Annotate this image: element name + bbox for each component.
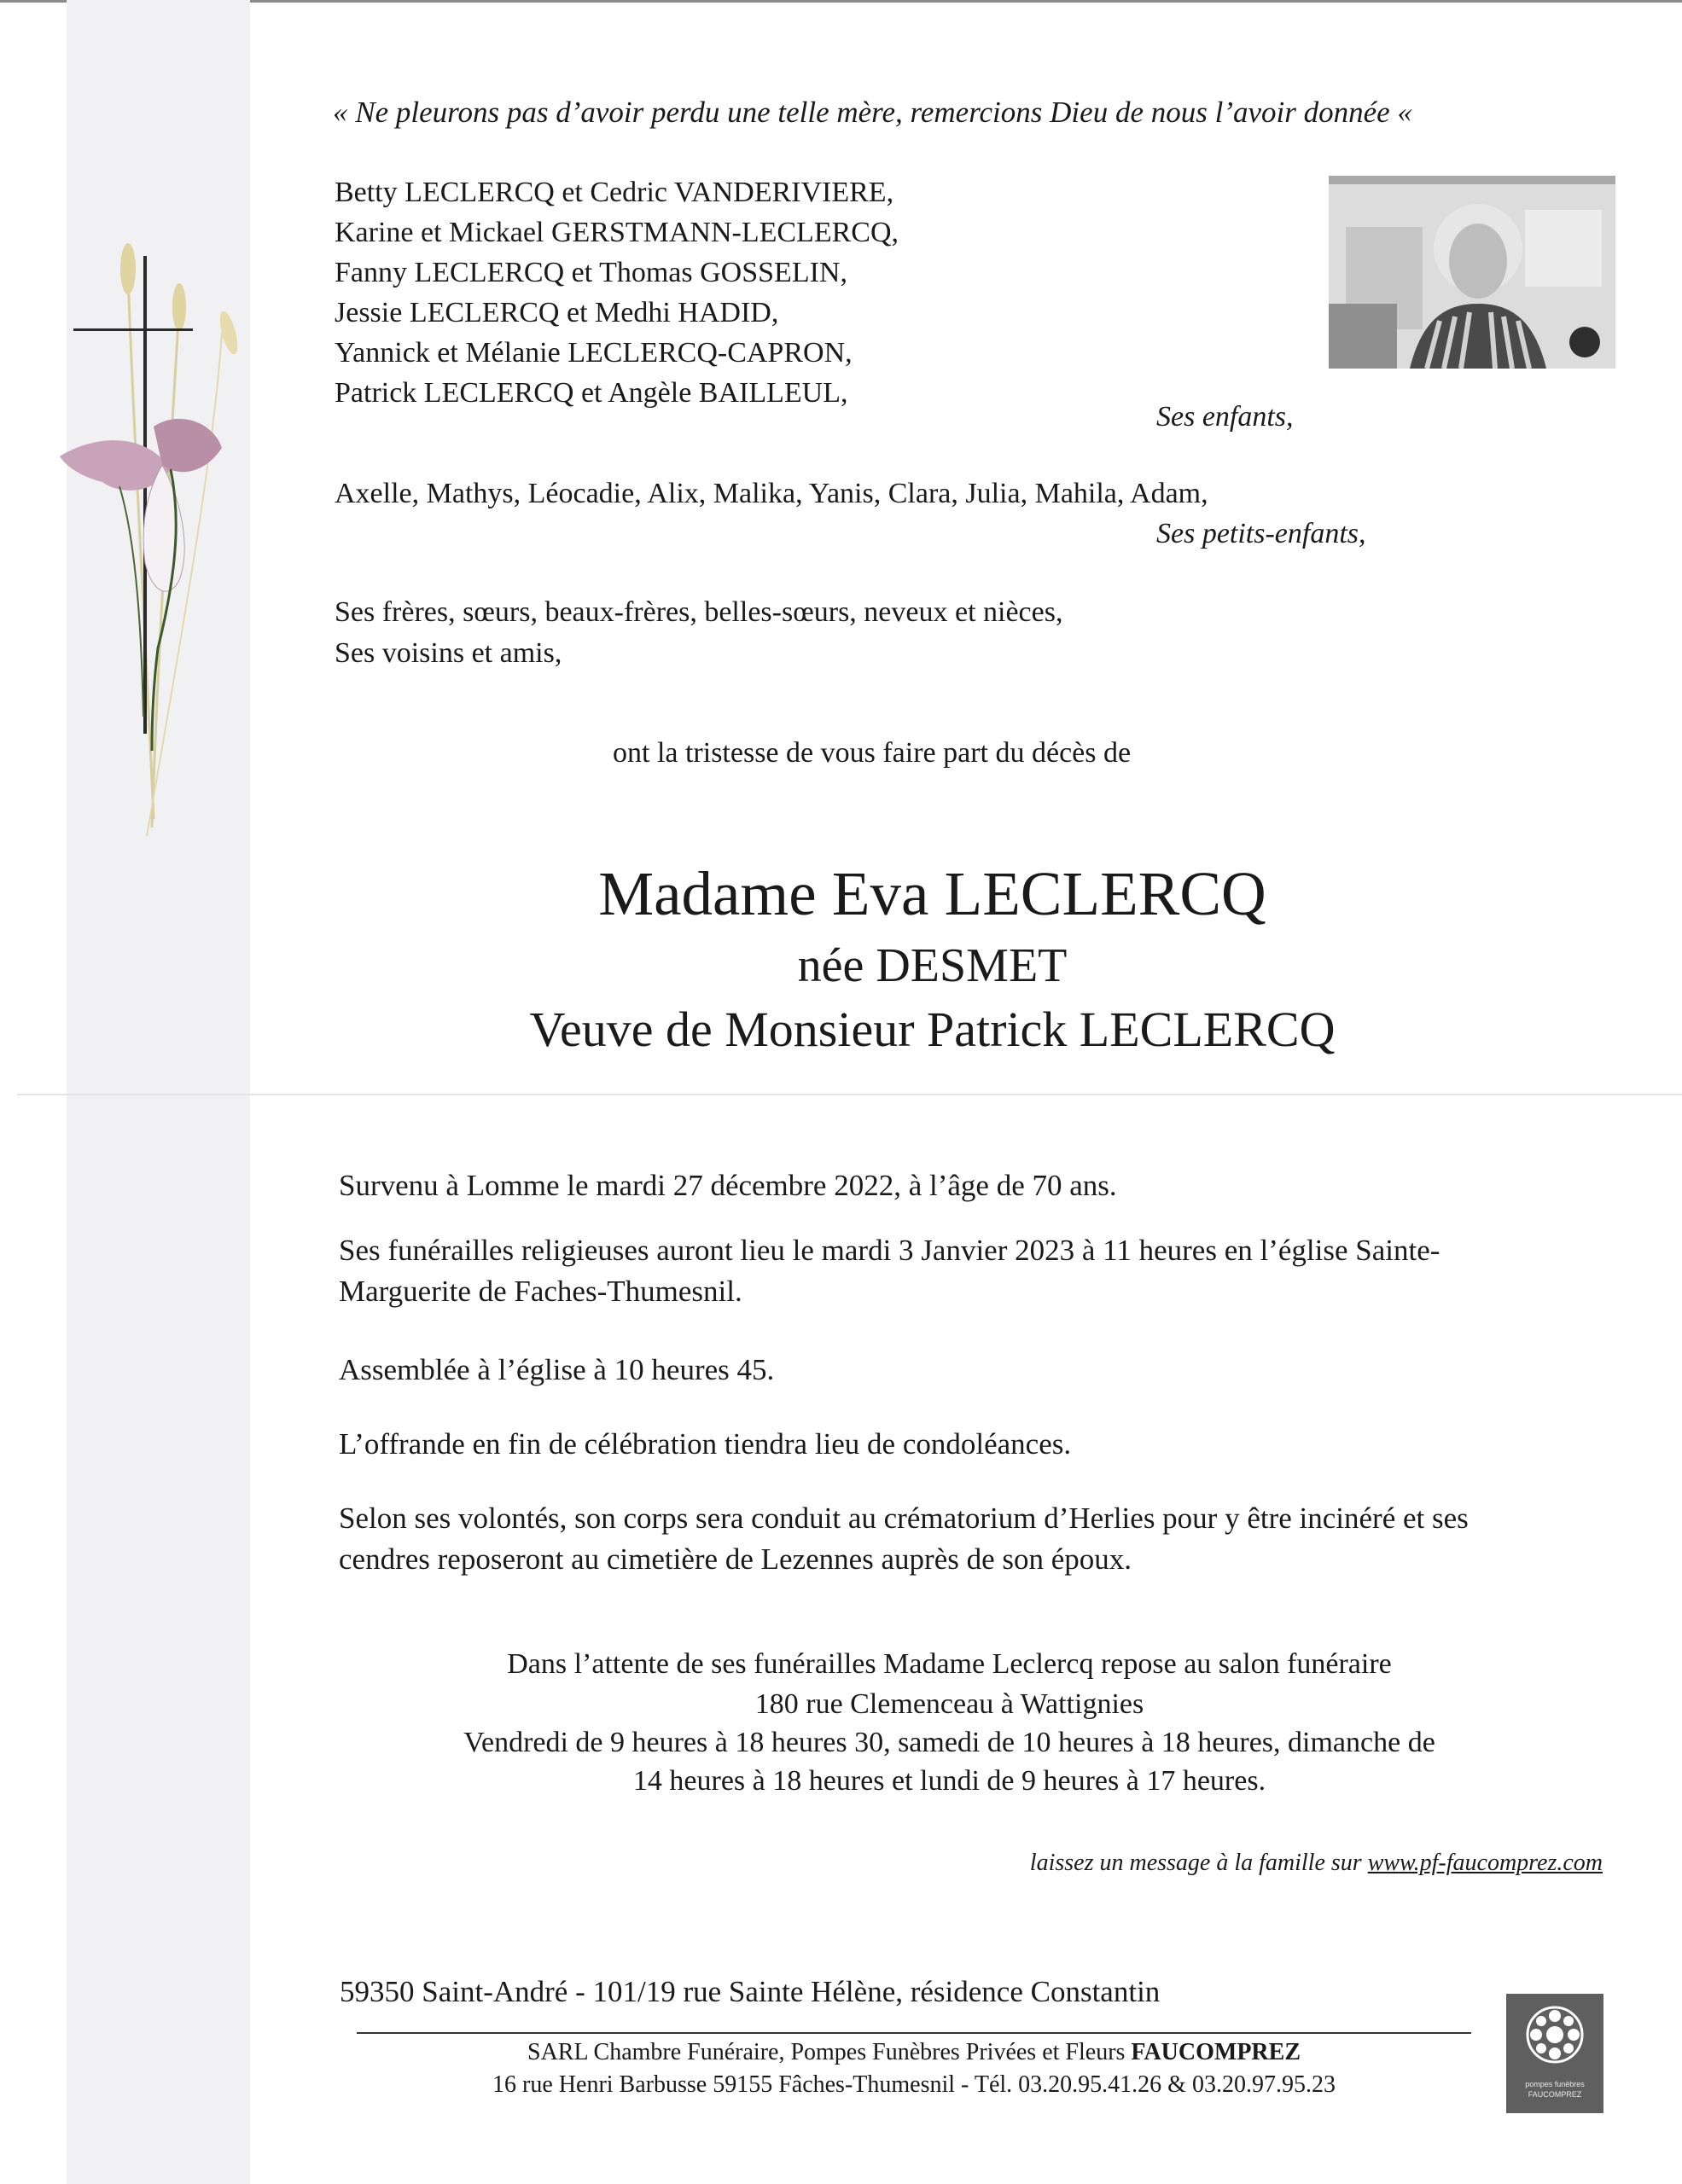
wishes-line: Selon ses volontés, son corps sera conduit au crématorium d’Herlies pour y être incinéré et ses	[339, 1502, 1469, 1535]
children-role-label: Ses enfants,	[1156, 401, 1294, 433]
salon-address: 180 rue Clemenceau à Wattignies	[754, 1688, 1144, 1720]
website-link[interactable]: www.pf-faucomprez.com	[1367, 1850, 1603, 1876]
wishes-line: cendres reposeront au cimetière de Lezennes auprès de son époux.	[339, 1542, 1132, 1576]
salon-line: Dans l’attente de ses funérailles Madame Leclercq repose au salon funéraire	[507, 1648, 1392, 1680]
logo-caption	[1506, 2079, 1603, 2100]
children-line: Jessie LECLERCQ et Medhi HADID,	[335, 297, 779, 328]
grandchildren-role-label: Ses petits-enfants,	[1156, 518, 1366, 549]
grandchildren-list: Axelle, Mathys, Léocadie, Alix, Malika, Yanis, Clara, Julia, Mahila, Adam,	[335, 478, 1208, 509]
salon-hours-line: Vendredi de 9 heures à 18 heures 30, samedi de 10 heures à 18 heures, dimanche de	[463, 1727, 1435, 1758]
children-line: Fanny LECLERCQ et Thomas GOSSELIN,	[335, 257, 847, 288]
maiden-name: née DESMET	[797, 939, 1068, 992]
announcement-text: ont la tristesse de vous faire part du décès de	[613, 737, 1132, 769]
portrait-photo	[1329, 176, 1615, 369]
children-line: Karine et Mickael GERSTMANN-LECLERCQ,	[335, 217, 899, 248]
assembly-paragraph: Assemblée à l’église à 10 heures 45.	[339, 1353, 775, 1386]
funeral-line: Ses funérailles religieuses auront lieu le mardi 3 Janvier 2023 à 11 heures en l’église Sainte-	[339, 1234, 1440, 1267]
wishes-paragraph	[339, 1498, 1469, 1580]
deceased-name: Madame Eva LECLERCQ	[598, 859, 1266, 928]
funeral-line: Marguerite de Faches-Thumesnil.	[339, 1275, 742, 1308]
top-rule	[0, 0, 1682, 3]
footer-divider	[357, 2032, 1471, 2034]
footer-brand: FAUCOMPREZ	[1131, 2039, 1301, 2065]
death-notice-paragraph: Survenu à Lomme le mardi 27 décembre 2022, à l’âge de 70 ans.	[339, 1169, 1117, 1202]
children-list	[335, 172, 899, 413]
children-line: Yannick et Mélanie LECLERCQ-CAPRON,	[335, 337, 853, 369]
funeral-paragraph	[339, 1230, 1440, 1312]
footer-company-line	[357, 2039, 1471, 2066]
web-message-note	[1030, 1850, 1603, 1877]
logo-caption-brand: FAUCOMPREZ	[1528, 2090, 1582, 2099]
family-line: Ses frères, sœurs, beaux-frères, belles-sœurs, neveux et nièces,	[335, 596, 1063, 628]
children-line: Betty LECLERCQ et Cedric VANDERIVIERE,	[335, 177, 894, 208]
children-line: Patrick LECLERCQ et Angèle BAILLEUL,	[335, 377, 848, 409]
funeral-home-logo	[1506, 1994, 1603, 2113]
family-address: 59350 Saint-André - 101/19 rue Sainte Hélène, résidence Constantin	[340, 1975, 1161, 2008]
footer-company-text: SARL Chambre Funéraire, Pompes Funèbres Privées et Fleurs	[527, 2039, 1132, 2065]
quote-text: « Ne pleurons pas d’avoir perdu une telle mère, remercions Dieu de nous l’avoir donnée «	[333, 96, 1412, 129]
cross-lily-decoration-icon	[51, 239, 273, 853]
salon-hours-line: 14 heures à 18 heures et lundi de 9 heures à 17 heures.	[632, 1765, 1266, 1797]
rosette-logo-icon	[1506, 1994, 1603, 2079]
widow-line: Veuve de Monsieur Patrick LECLERCQ	[529, 1002, 1336, 1057]
footer-contact-line: 16 rue Henri Barbusse 59155 Fâches-Thumesnil - Tél. 03.20.95.41.26 & 03.20.97.95.23	[492, 2071, 1336, 2098]
logo-caption-line: pompes funèbres	[1525, 2080, 1585, 2088]
family-line: Ses voisins et amis,	[335, 637, 562, 669]
offering-paragraph: L’offrande en fin de célébration tiendra lieu de condoléances.	[339, 1427, 1072, 1461]
page-fold-line	[17, 1094, 1682, 1095]
web-message-text: laissez un message à la famille sur	[1029, 1850, 1368, 1876]
